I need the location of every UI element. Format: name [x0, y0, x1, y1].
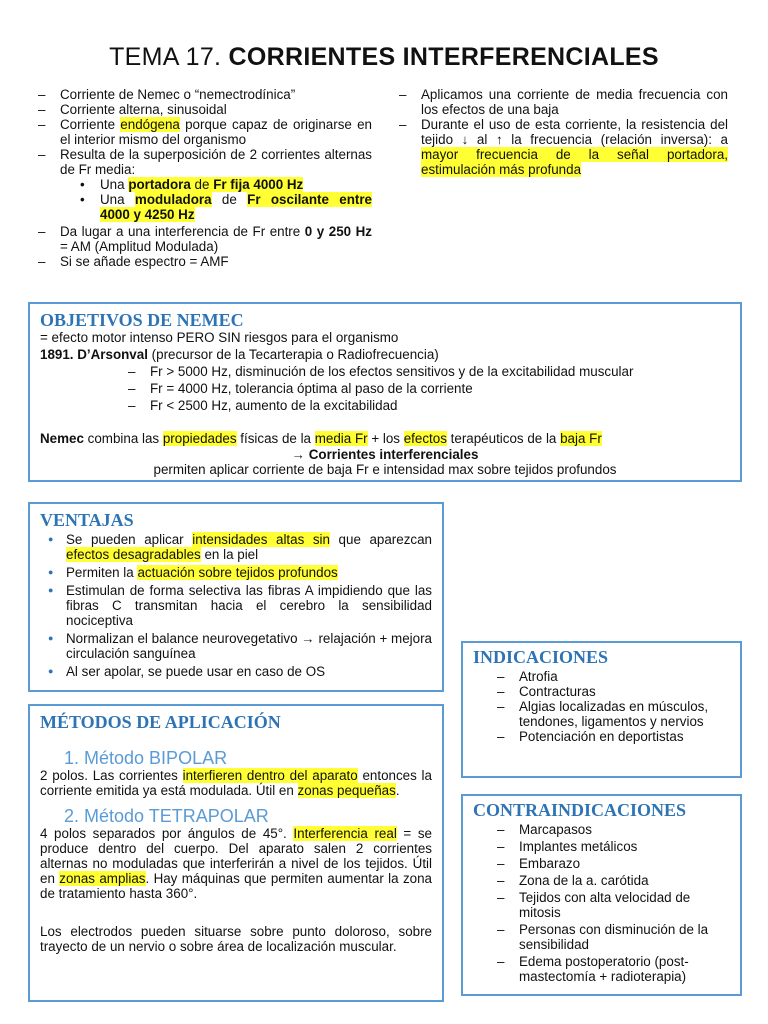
- list-item: – Embarazo: [495, 856, 730, 871]
- list-item: ● Permiten la actuación sobre tejidos profundos: [40, 565, 432, 580]
- list-item: – Tejidos con alta velocidad de mitosis: [495, 890, 730, 920]
- list-item: – Resulta de la superposición de 2 corrientes alternas de Fr media:: [36, 147, 372, 177]
- list-item: • Una moduladora de Fr oscilante entre 4000 y 4250 Hz: [76, 192, 372, 222]
- objetivos-nemec: Nemec combina las propiedades físicas de la media Fr + los efectos terapéuticos de la baja Fr: [40, 431, 602, 446]
- list-item: ● Se pueden aplicar intensidades altas sin que aparezcan efectos desagradables en la piel: [40, 532, 432, 562]
- list-item: – Si se añade espectro = AMF: [36, 254, 372, 269]
- method-bipolar-text: 2 polos. Las corrientes interfieren dentro del aparato entonces la corriente emitida ya está modulada. Útil en zonas pequeñas.: [40, 768, 432, 798]
- list-item: – Fr > 5000 Hz, disminución de los efectos sensitivos y de la excitabilidad muscular: [126, 364, 730, 379]
- metodos-box: [28, 704, 444, 1002]
- list-item: ● Normalizan el balance neurovegetativo → relajación + mejora circulación sanguínea: [40, 631, 432, 661]
- list-item: – Aplicamos una corriente de media frecuencia con los efectos de una baja: [397, 87, 728, 117]
- list-item: – Fr < 2500 Hz, aumento de la excitabilidad: [126, 398, 730, 413]
- list-item: – Algias localizadas en músculos, tendones, ligamentos y nervios: [495, 699, 730, 729]
- list-item: – Potenciación en deportistas: [495, 729, 730, 744]
- list-item: – Corriente endógena porque capaz de originarse en el interior mismo del organismo: [36, 117, 372, 147]
- indicaciones-heading: INDICACIONES: [473, 647, 609, 667]
- objetivos-line2: 1891. D’Arsonval (precursor de la Tecarterapia o Radiofrecuencia): [40, 347, 439, 362]
- method-tetrapolar-heading: 2. Método TETRAPOLAR: [64, 806, 269, 826]
- intro-left: [36, 87, 372, 269]
- ventajas-box: [28, 502, 444, 692]
- list-item: – Corriente de Nemec o “nemectrodínica”: [36, 87, 372, 102]
- intro-right: [397, 87, 728, 177]
- contraindicaciones-box: [461, 794, 742, 996]
- metodos-heading: MÉTODOS DE APLICACIÓN: [40, 712, 281, 732]
- list-item: ● Estimulan de forma selectiva las fibras A impidiendo que las fibras C transmitan hacia el cerebro la sensibilidad nociceptiva: [40, 583, 432, 628]
- list-item: – Personas con disminución de la sensibilidad: [495, 922, 730, 952]
- title-main: CORRIENTES INTERFERENCIALES: [228, 43, 659, 71]
- method-tetrapolar-text: 4 polos separados por ángulos de 45°. Interferencia real = se produce dentro del cuerpo. Del aparato salen 2 corrientes alternas no moduladas que interferirán a nivel de los tejidos. Útil en zonas amplias. Hay máquinas que permiten aumentar la zona de tratamiento hasta 360°.: [40, 826, 432, 901]
- method-bipolar-heading: 1. Método BIPOLAR: [64, 748, 228, 768]
- list-item: – Marcapasos: [495, 822, 730, 837]
- objetivos-result2: permiten aplicar corriente de baja Fr e intensidad max sobre tejidos profundos: [153, 462, 617, 477]
- page-title: [0, 42, 768, 72]
- indicaciones-box: [461, 641, 742, 778]
- list-item: – Durante el uso de esta corriente, la resistencia del tejido ↓ al ↑ la frecuencia (relación inversa): a mayor frecuencia de la señal portadora, estimulación más profunda: [397, 117, 728, 177]
- objetivos-heading: OBJETIVOS DE NEMEC: [40, 310, 244, 330]
- objetivos-line1: = efecto motor intenso PERO SIN riesgos para el organismo: [40, 330, 399, 345]
- contraindicaciones-heading: CONTRAINDICACIONES: [473, 800, 687, 820]
- list-item: – Fr = 4000 Hz, tolerancia óptima al paso de la corriente: [126, 381, 730, 396]
- objetivos-box: [28, 302, 742, 482]
- list-item: – Corriente alterna, sinusoidal: [36, 102, 372, 117]
- list-item: ● Al ser apolar, se puede usar en caso de OS: [40, 664, 432, 679]
- list-item: – Edema postoperatorio (post-mastectomía + radioterapia): [495, 954, 730, 984]
- list-item: – Zona de la a. carótida: [495, 873, 730, 888]
- objetivos-result: → Corrientes interferenciales: [291, 447, 479, 462]
- list-item: – Da lugar a una interferencia de Fr entre 0 y 250 Hz = AM (Amplitud Modulada): [36, 224, 372, 254]
- list-item: – Implantes metálicos: [495, 839, 730, 854]
- title-prefix: TEMA 17.: [109, 43, 222, 71]
- list-item: – Contracturas: [495, 684, 730, 699]
- list-item: • Una portadora de Fr fija 4000 Hz: [76, 177, 372, 192]
- ventajas-heading: VENTAJAS: [40, 510, 134, 530]
- method-electrodes-text: Los electrodos pueden situarse sobre punto doloroso, sobre trayecto de un nervio o sobre área de localización muscular.: [40, 924, 432, 954]
- list-item: – Atrofia: [495, 669, 730, 684]
